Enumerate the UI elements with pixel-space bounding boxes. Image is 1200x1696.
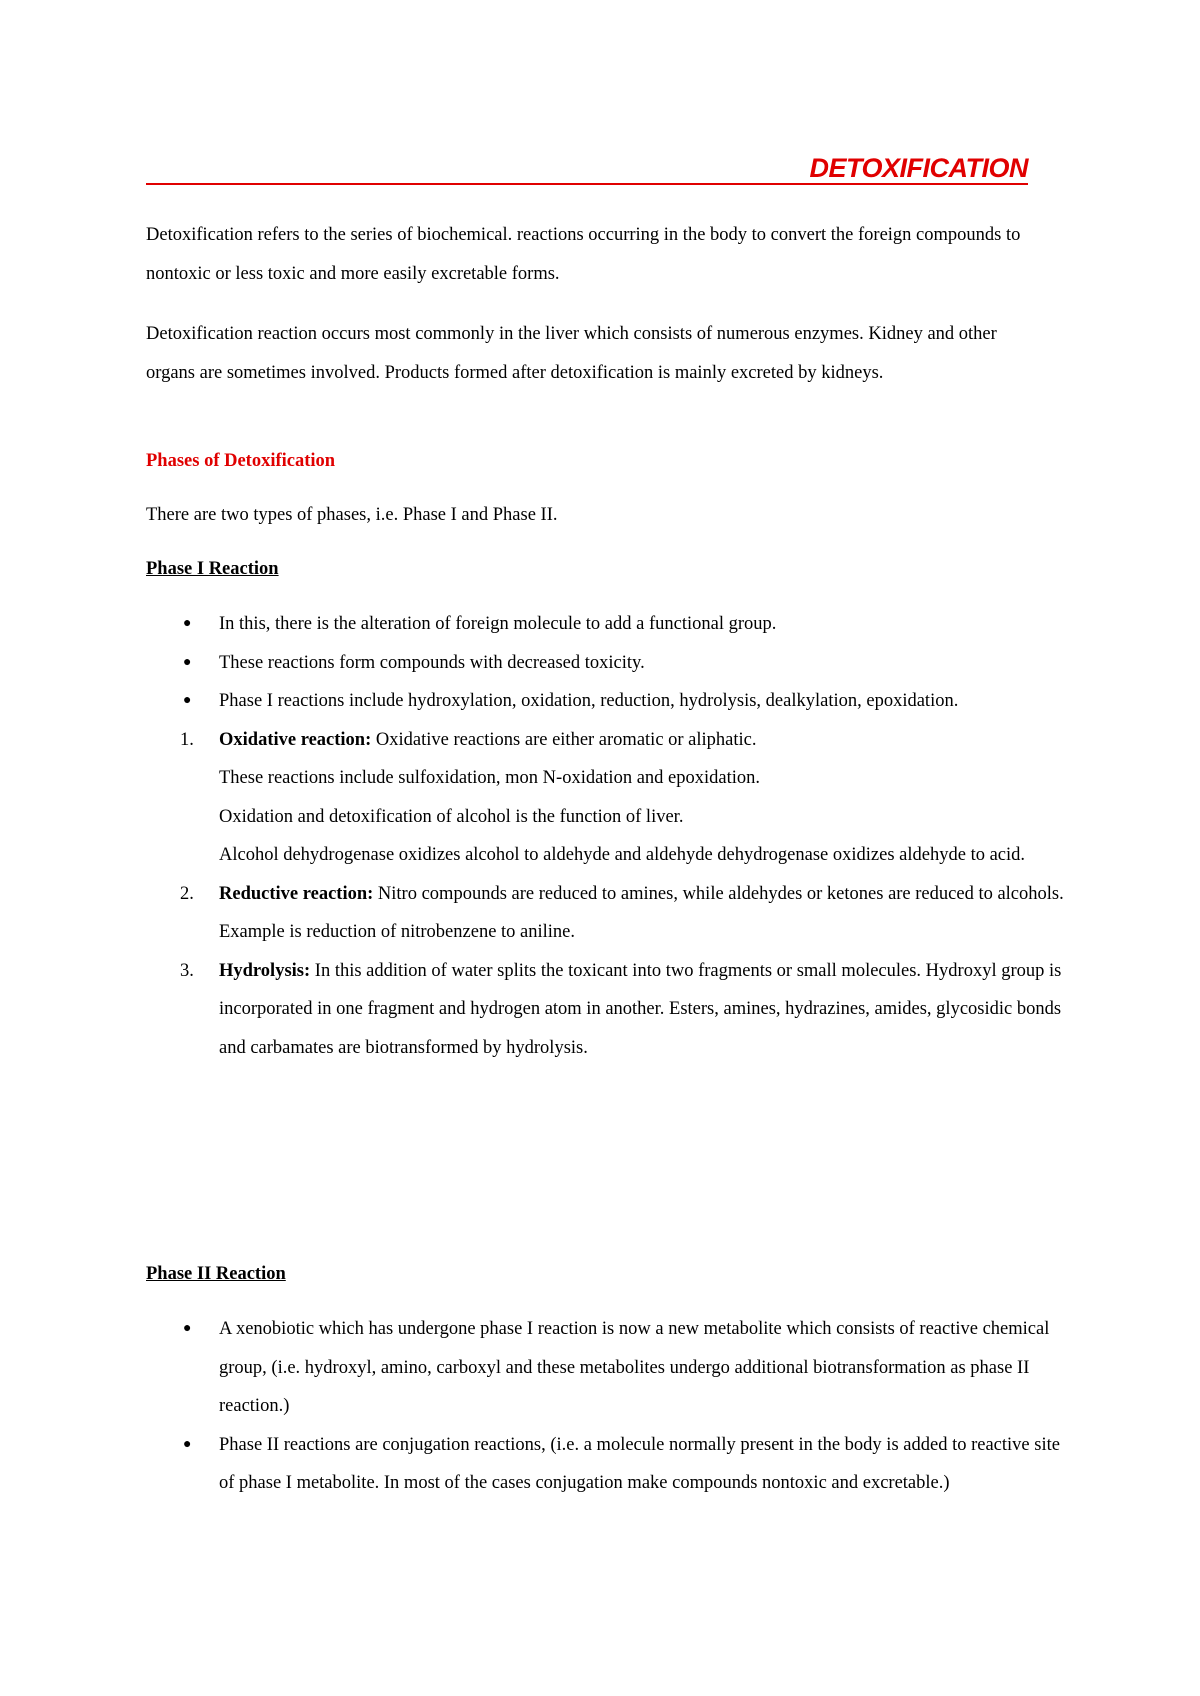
list-item <box>146 1310 1076 1426</box>
list-item-text: These reactions form compounds with decreased toxicity. <box>219 652 645 673</box>
item-term: Reductive reaction: <box>219 883 374 904</box>
list-item-text: Phase I reactions include hydroxylation, oxidation, reduction, hydrolysis, dealkylation, epoxidation. <box>219 691 959 711</box>
item-number: 3. <box>180 960 194 981</box>
item-text: Nitro compounds are reduced to amines, while aldehydes or ketones are reduced to alcohols. Example is reduction of nitrobenzene to aniline. <box>219 883 1064 942</box>
item-term: Oxidative reaction: <box>219 729 372 750</box>
list-item-text: In this, there is the alteration of foreign molecule to add a functional group. <box>219 614 777 634</box>
phase1-heading: Phase I Reaction <box>146 559 279 579</box>
item-text: These reactions include sulfoxidation, mon N-oxidation and epoxidation. <box>219 768 760 788</box>
phase1-list <box>146 605 1076 1067</box>
item-text: Oxidation and detoxification of alcohol is the function of liver. <box>219 806 684 827</box>
list-item <box>146 605 1076 644</box>
item-text: In this addition of water splits the toxicant into two fragments or small molecules. Hydroxyl group is incorporated in one fragment and hydrogen atom in another. Esters, amines, hydrazines, amides, glycosidic bonds and carbamates are biotransformed by hydrolysis. <box>219 960 1062 1058</box>
item-number: 1. <box>180 729 194 750</box>
phase2-heading: Phase II Reaction <box>146 1264 286 1284</box>
list-item <box>146 682 1076 721</box>
bullet-icon: ● <box>183 1436 192 1452</box>
intro-paragraph-1: Detoxification refers to the series of biochemical. reactions occurring in the body to convert the foreign compounds to nontoxic or less toxic and more easily excretable forms. <box>146 225 1021 284</box>
bullet-icon: ● <box>183 654 192 670</box>
list-item-text: Phase II reactions are conjugation reactions, (i.e. a molecule normally present in the body is added to reactive site of phase I metabolite. In most of the cases conjugation make compounds nontoxic and excretable.) <box>219 1434 1060 1493</box>
item-term: Hydrolysis: <box>219 960 311 981</box>
phases-text: There are two types of phases, i.e. Phase I and Phase II. <box>146 505 558 525</box>
bullet-icon: ● <box>183 1321 192 1336</box>
phases-heading: Phases of Detoxification <box>146 451 336 471</box>
item-text: Alcohol dehydrogenase oxidizes alcohol to aldehyde and aldehyde dehydrogenase oxidizes aldehyde to acid. <box>219 845 1026 865</box>
title-rule <box>146 147 1028 185</box>
intro-paragraph-2: Detoxification reaction occurs most commonly in the liver which consists of numerous enzymes. Kidney and other organs are sometimes involved. Products formed after detoxification is mainly excreted by kidneys. <box>146 324 997 383</box>
item-text: Oxidative reactions are either aromatic or aliphatic. <box>371 729 757 750</box>
numbered-item <box>146 952 1076 1068</box>
phase2-list <box>146 1310 1076 1503</box>
list-item <box>146 1426 1076 1503</box>
list-item-text: A xenobiotic which has undergone phase I reaction is now a new metabolite which consists of reactive chemical group, (i.e. hydroxyl, amino, carboxyl and these metabolites undergo additional biotransformation as phase II reaction.) <box>219 1319 1050 1416</box>
bullet-icon: ● <box>183 616 192 631</box>
item-number: 2. <box>180 883 194 904</box>
bullet-icon: ● <box>183 693 192 708</box>
page-title: DETOXIFICATION <box>809 153 1028 183</box>
numbered-item <box>146 875 1076 952</box>
numbered-item <box>146 721 1076 875</box>
list-item <box>146 644 1076 683</box>
